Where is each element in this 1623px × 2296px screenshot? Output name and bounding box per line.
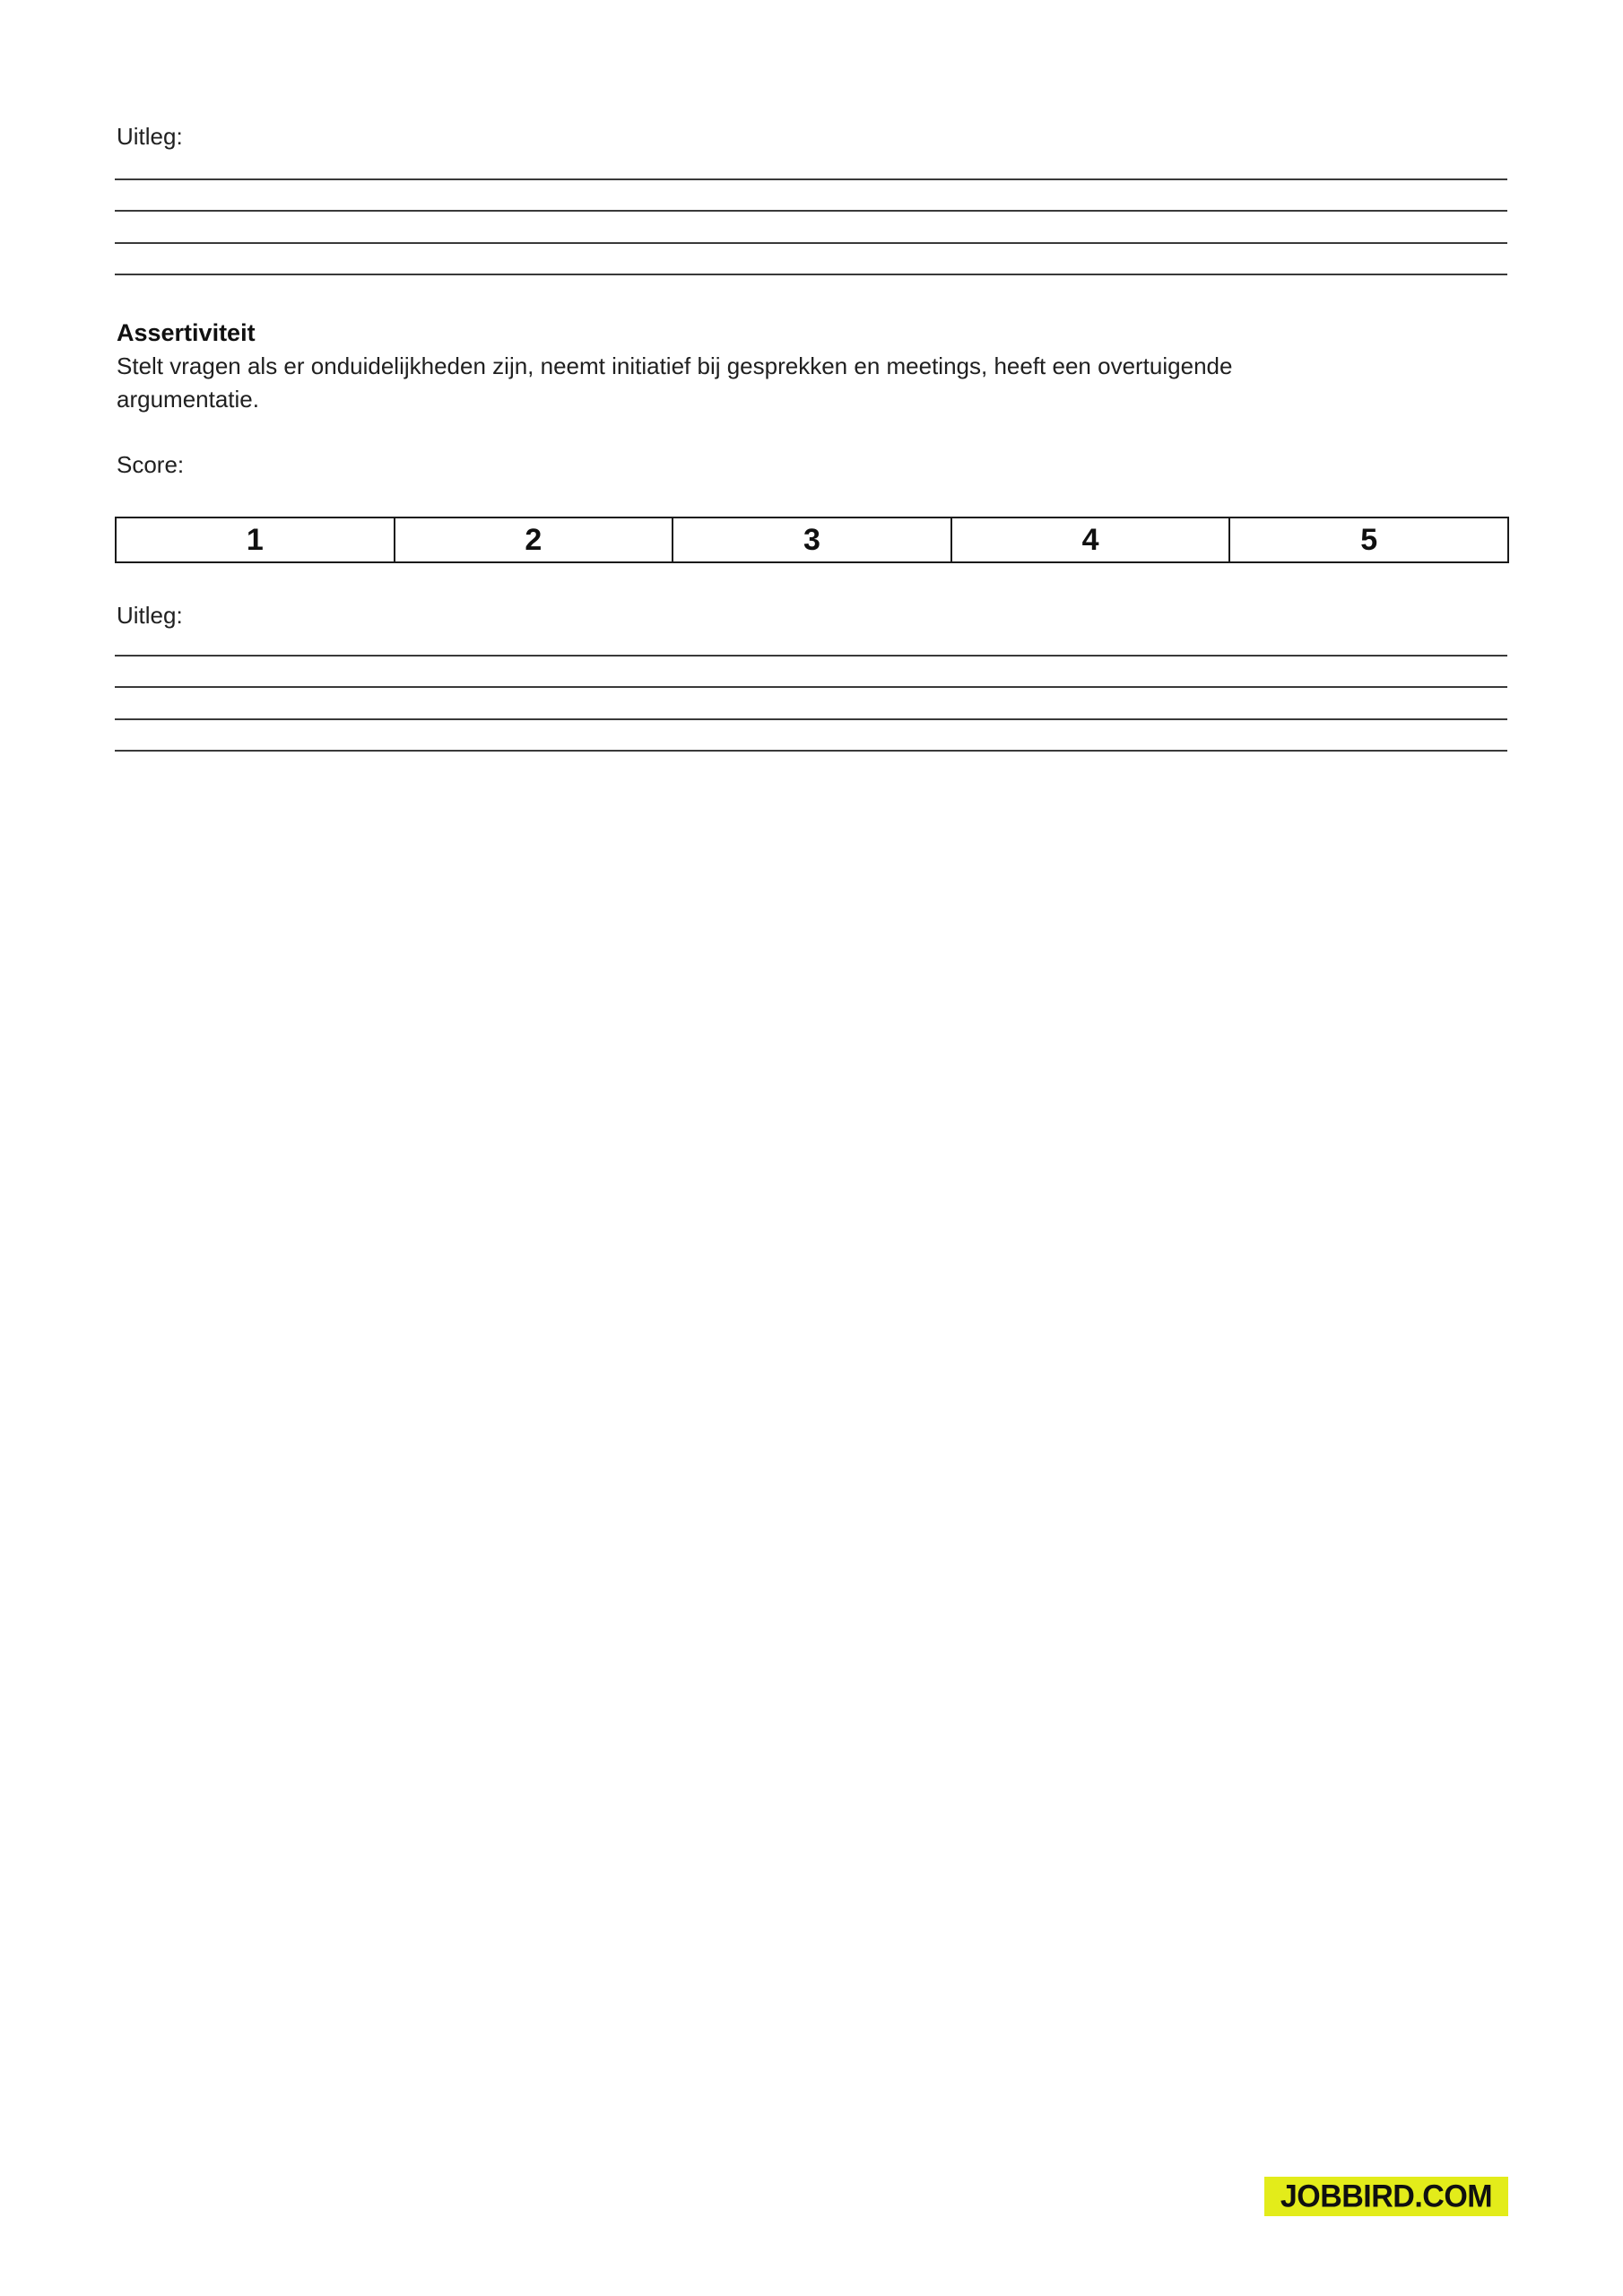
jobbird-logo-text: JOBBIRD.COM bbox=[1280, 2178, 1493, 2214]
score-option-3[interactable]: 3 bbox=[673, 518, 952, 561]
ruled-line bbox=[115, 720, 1507, 752]
score-option-5[interactable]: 5 bbox=[1360, 522, 1378, 557]
competency-title: Assertiviteit bbox=[117, 319, 256, 346]
uitleg-label-top: Uitleg: bbox=[117, 123, 183, 150]
score-option-2[interactable]: 2 bbox=[395, 518, 674, 561]
ruled-line bbox=[115, 180, 1507, 213]
uitleg-writing-area-top[interactable] bbox=[115, 148, 1507, 275]
ruled-line bbox=[115, 212, 1507, 244]
ruled-line bbox=[115, 148, 1507, 180]
score-option-4[interactable]: 4 bbox=[952, 518, 1231, 561]
uitleg-label-bottom: Uitleg: bbox=[117, 602, 183, 629]
ruled-line bbox=[115, 688, 1507, 720]
jobbird-logo bbox=[1264, 2177, 1508, 2216]
uitleg-writing-area-bottom[interactable] bbox=[115, 624, 1507, 752]
ruled-line bbox=[115, 657, 1507, 689]
score-label: Score: bbox=[117, 451, 185, 478]
ruled-line bbox=[115, 244, 1507, 276]
ruled-line bbox=[115, 624, 1507, 657]
score-option-1[interactable]: 1 bbox=[117, 518, 395, 561]
score-table bbox=[115, 517, 1509, 563]
competency-description: Stelt vragen als er onduidelijkheden zijn, neemt initiatief bij gesprekken en meetings, heeft een overtuigende argumentatie. bbox=[117, 352, 1233, 413]
